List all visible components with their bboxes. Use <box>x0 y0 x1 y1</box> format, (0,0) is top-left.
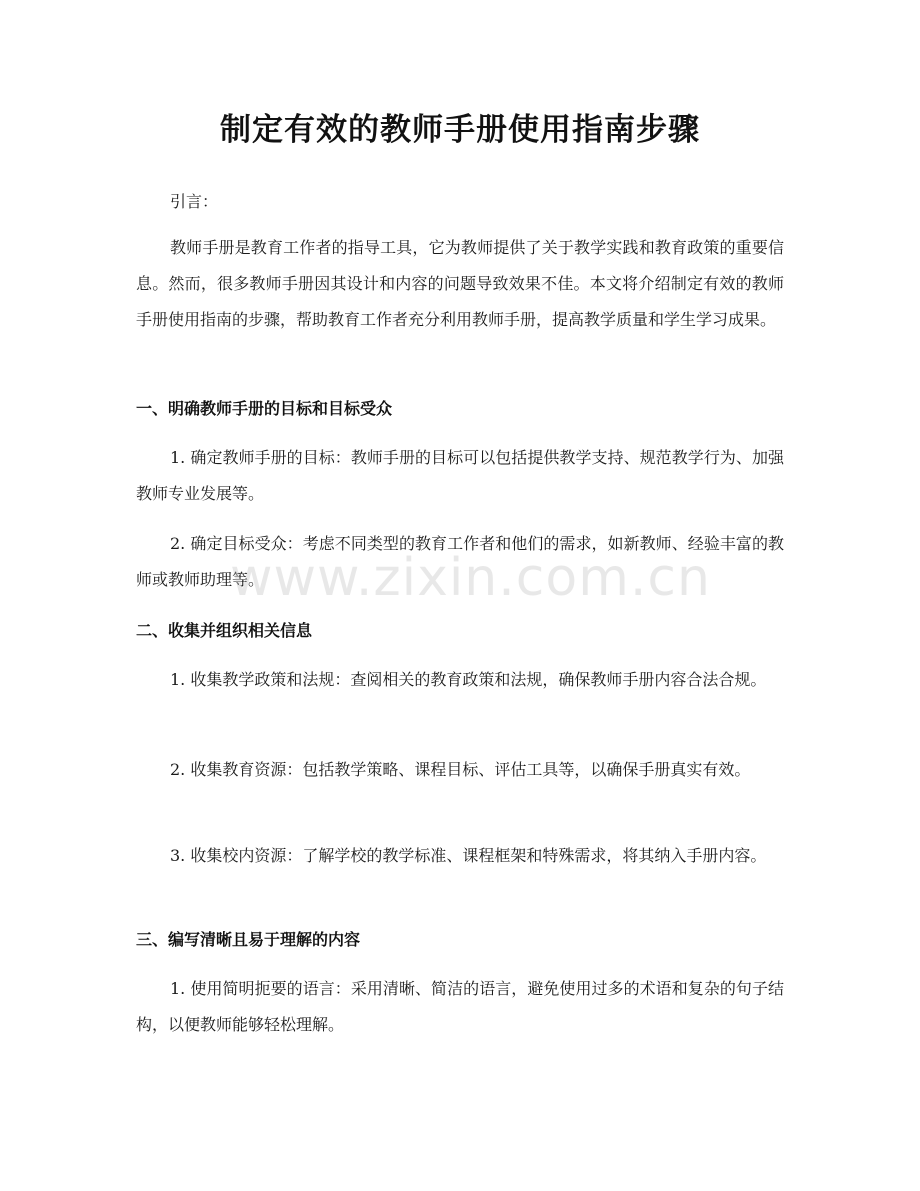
section-2-item-1: 1. 收集教学政策和法规：查阅相关的教育政策和法规，确保教师手册内容合法合规。 <box>170 670 767 689</box>
section-heading-2: 二、收集并组织相关信息 <box>136 621 313 640</box>
section-heading-1: 一、明确教师手册的目标和目标受众 <box>136 399 393 418</box>
section-2-item-3: 3. 收集校内资源：了解学校的教学标准、课程框架和特殊需求，将其纳入手册内容。 <box>170 846 767 865</box>
watermark: www.zixin.com.cn <box>230 548 711 608</box>
intro-paragraph: 教师手册是教育工作者的指导工具，它为教师提供了关于教学实践和教育政策的重要信息。然而，很多教师手册因其设计和内容的问题导致效果不佳。本文将介绍制定有效的教师手册使用指南的步骤，帮助教育工作者充分利用教师手册，提高教学质量和学生学习成果。 <box>136 238 784 329</box>
section-3-item-1: 1. 使用简明扼要的语言：采用清晰、简洁的语言，避免使用过多的术语和复杂的句子结构，以便教师能够轻松理解。 <box>136 979 784 1034</box>
document-page <box>136 0 784 1191</box>
section-1-item-2: 2. 确定目标受众：考虑不同类型的教育工作者和他们的需求，如新教师、经验丰富的教师或教师助理等。 <box>136 534 784 589</box>
section-1-item-1: 1. 确定教师手册的目标：教师手册的目标可以包括提供教学支持、规范教学行为、加强教师专业发展等。 <box>136 448 784 503</box>
intro-label: 引言： <box>170 192 219 211</box>
section-2-item-2: 2. 收集教育资源：包括教学策略、课程目标、评估工具等，以确保手册真实有效。 <box>170 760 751 779</box>
section-heading-3: 三、编写清晰且易于理解的内容 <box>136 930 361 949</box>
page-title: 制定有效的教师手册使用指南步骤 <box>220 112 700 148</box>
